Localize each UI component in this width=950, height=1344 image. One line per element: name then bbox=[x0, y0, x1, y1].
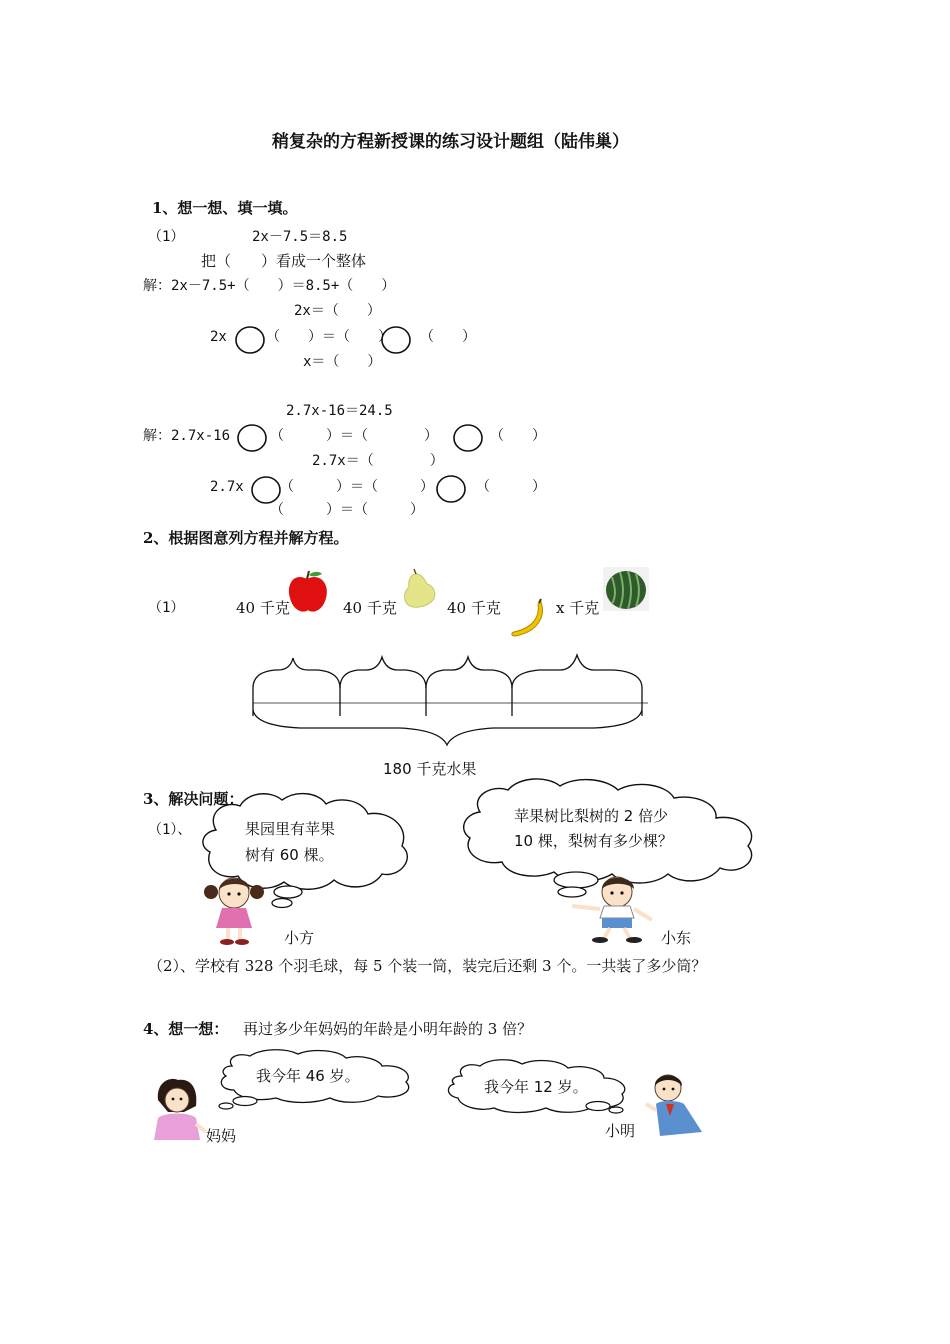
q1-p1-step2: 2x＝（ ） bbox=[294, 303, 381, 319]
q3-p1-label: （1）、 bbox=[148, 822, 192, 838]
bubble-right-line2: 10 棵，梨树有多少棵？ bbox=[514, 832, 673, 850]
mom-figure bbox=[154, 1079, 206, 1140]
bubble-left-line2: 树有 60 棵。 bbox=[245, 846, 334, 864]
boy-xiaoming-name: 小明 bbox=[605, 1122, 636, 1140]
q1-p1-step3-c: （ ） bbox=[420, 329, 476, 345]
q1-p1-step3-a: 2x bbox=[210, 329, 227, 345]
q2-heading: 2、根据图意列方程并解方程。 bbox=[143, 529, 349, 547]
bubble-right-line1: 苹果树比梨树的 2 倍少 bbox=[514, 807, 669, 825]
q4-question: 再过多少年妈妈的年龄是小明年龄的 3 倍？ bbox=[243, 1020, 533, 1038]
q1-p2-equation: 2.7x-16＝24.5 bbox=[286, 403, 393, 419]
q1-p1-step3-b: （ ）＝（ ） bbox=[266, 329, 392, 345]
boy-xiaoming-figure bbox=[646, 1075, 702, 1136]
total-fruit: 180 千克水果 bbox=[383, 760, 477, 778]
q1-p1-hint: 把（ ）看成一个整体 bbox=[201, 252, 367, 270]
q1-p2-step3-b: （ ）＝（ ） bbox=[280, 479, 434, 495]
girl-name: 小方 bbox=[284, 929, 315, 947]
q1-p2-step1-b: （ ）＝（ ） bbox=[270, 428, 438, 444]
mom-speech: 我今年 46 岁。 bbox=[256, 1067, 360, 1085]
q1-p2-step1-c: （ ） bbox=[490, 428, 546, 444]
q1-p1-step4: x＝（ ） bbox=[303, 354, 382, 370]
q3-p2: （2）、学校有 328 个羽毛球，每 5 个装一筒，装完后还剩 3 个。一共装了多少筒？ bbox=[148, 957, 707, 975]
q3-heading: 3、解决问题： bbox=[143, 790, 244, 808]
page-title: 稍复杂的方程新授课的练习设计题组（陆伟巢） bbox=[272, 132, 629, 152]
q1-p2-step1-a: 解：2.7x-16 bbox=[143, 428, 231, 444]
q1-p2-step3-c: （ ） bbox=[476, 479, 546, 495]
melon-weight: x 千克 bbox=[556, 599, 600, 617]
q1-p1-label: （1） bbox=[148, 229, 185, 245]
q4-heading: 4、想一想： bbox=[143, 1020, 229, 1038]
apple-weight: 40 千克 bbox=[236, 599, 290, 617]
banana-weight: 40 千克 bbox=[447, 599, 501, 617]
q2-label: （1） bbox=[148, 600, 185, 616]
pear-weight: 40 千克 bbox=[343, 599, 397, 617]
q1-p2-step4: （ ）＝（ ） bbox=[270, 502, 424, 518]
q1-p2-step2: 2.7x＝（ ） bbox=[312, 453, 444, 469]
q1-heading: 1、想一想、填一填。 bbox=[152, 199, 298, 217]
boy-name: 小东 bbox=[661, 929, 692, 947]
bubble-left-line1: 果园里有苹果 bbox=[245, 820, 336, 838]
q1-p1-step1: 解：2x－7.5+（ ）＝8.5+（ ） bbox=[143, 278, 396, 294]
mom-name: 妈妈 bbox=[206, 1127, 237, 1145]
q1-p1-equation: 2x－7.5＝8.5 bbox=[252, 229, 348, 245]
q1-p2-step3-a: 2.7x bbox=[210, 479, 244, 495]
boy-speech: 我今年 12 岁。 bbox=[484, 1078, 588, 1096]
